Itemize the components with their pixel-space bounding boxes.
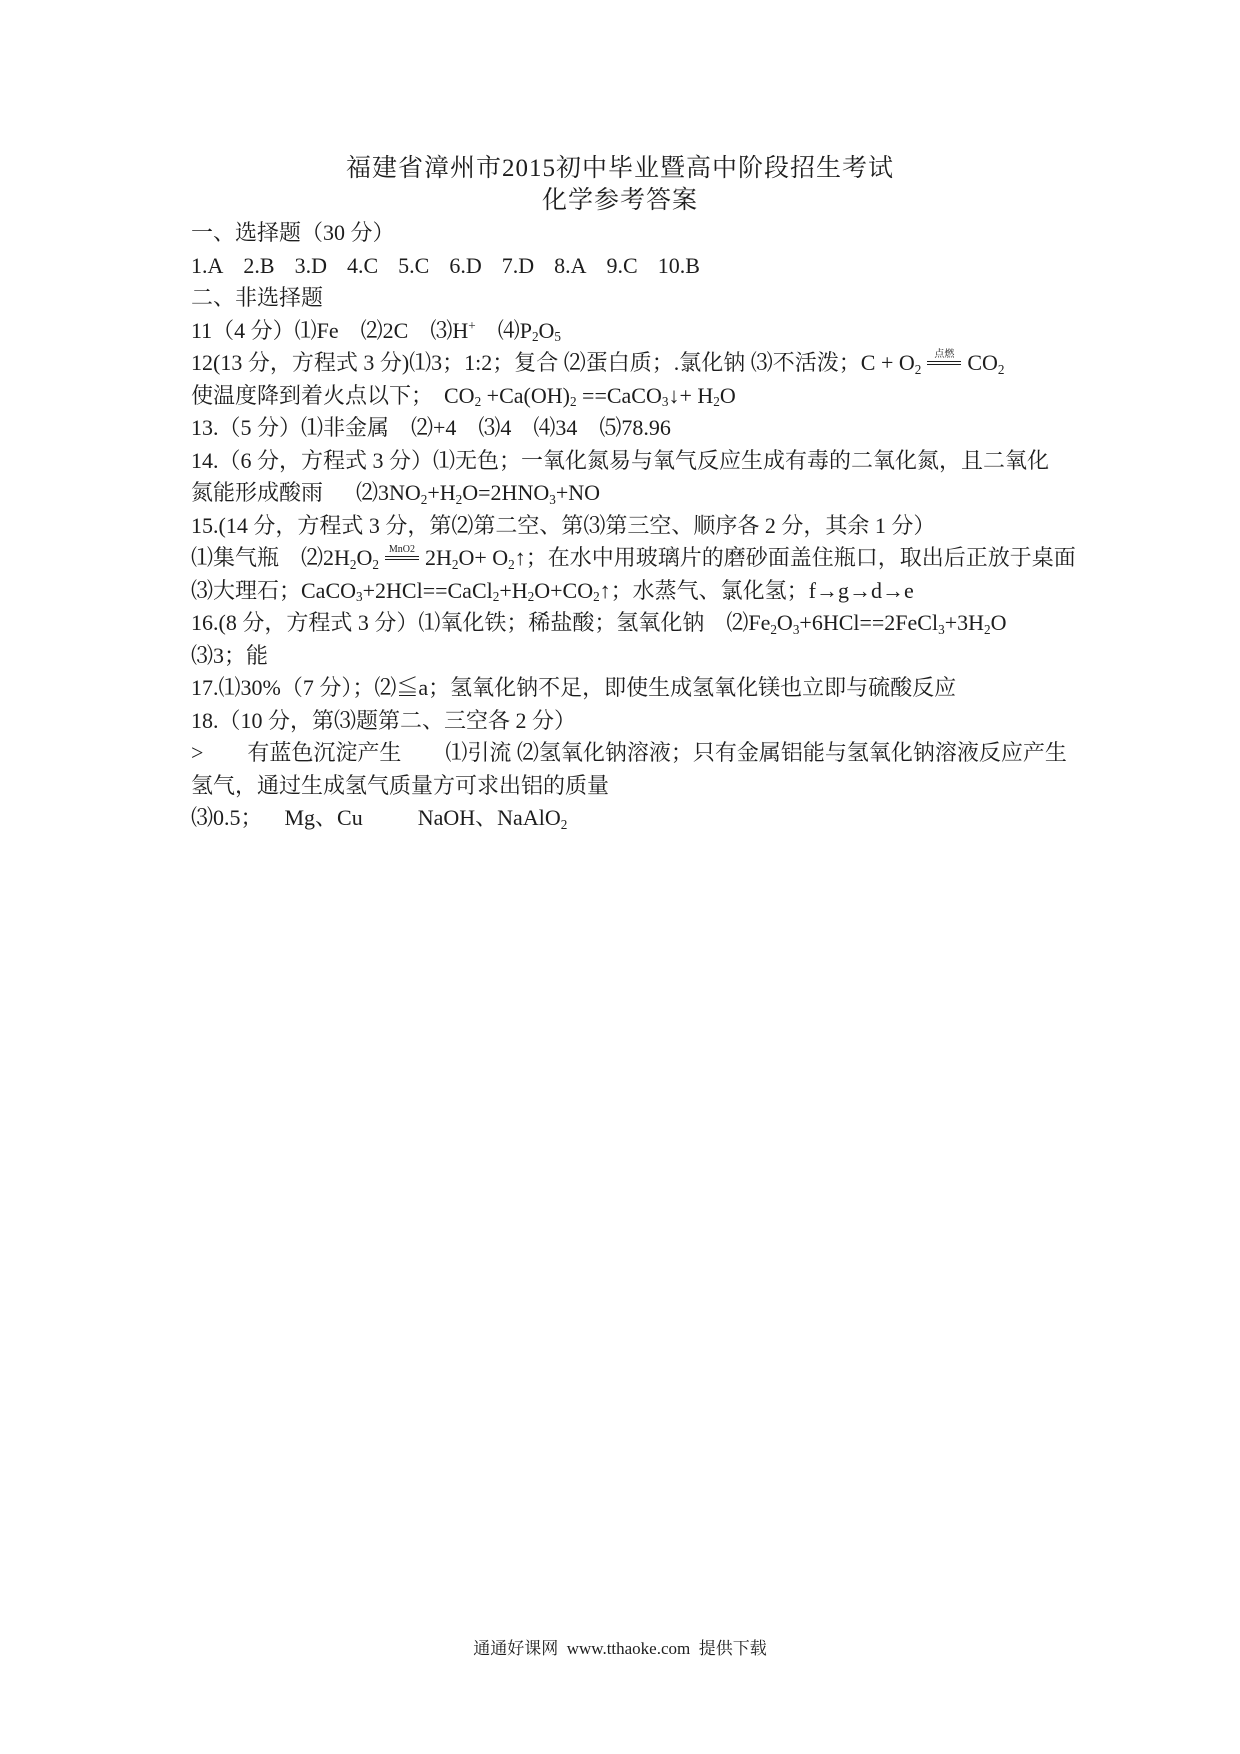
subscript: 3	[792, 621, 800, 637]
subscript: 2	[770, 621, 777, 637]
answer-line	[191, 477, 1111, 510]
answer-line	[191, 575, 1111, 608]
answer-line	[191, 347, 1111, 380]
text-run: ⑷P	[475, 317, 532, 343]
choice-answer: 10.B	[657, 252, 700, 278]
answer-content	[191, 217, 1111, 835]
subscript: 2	[997, 361, 1005, 377]
answer-line	[191, 412, 1111, 445]
text-run: 使温度降到着火点以下； CO	[191, 382, 475, 408]
reaction-condition-label: 点燃	[934, 349, 955, 360]
choice-answer: 1.A	[191, 252, 224, 278]
text-run: ==CaCO	[576, 382, 662, 408]
non-choice-answers	[191, 315, 1111, 835]
answer-line	[191, 542, 1111, 575]
subscript: 2	[455, 491, 463, 507]
text-run: 14.（6 分，方程式 3 分）⑴无色；一氧化氮易与氧气反应生成有毒的二氧化氮，且二氧化	[191, 447, 1050, 473]
text-run: 氮能形成酸雨 ⑵3NO	[191, 480, 421, 505]
text-run: ⑶0.5； Mg、Cu NaOH、NaAlO	[191, 805, 561, 830]
answer-line	[191, 737, 1111, 770]
text-run: 氢气，通过生成氢气质量方可求出铝的质量	[191, 772, 610, 798]
choice-answer: 4.C	[346, 252, 379, 278]
text-run: +NO	[555, 480, 601, 505]
choice-answer: 9.C	[606, 252, 638, 278]
text-run: +Ca(OH)	[481, 382, 570, 408]
text-run: ↑；水蒸气、氯化氢；f→g→d→e	[599, 577, 914, 603]
subscript: 3	[661, 394, 669, 410]
answer-line	[191, 770, 1111, 803]
answer-line	[191, 445, 1111, 478]
subscript: 2	[569, 394, 577, 410]
answer-line	[191, 802, 1111, 835]
choice-answer: 6.D	[449, 252, 482, 278]
text-run: ↑；在水中用玻璃片的磨砂面盖住瓶口，取出后正放于桌面	[514, 545, 1076, 570]
subscript: 2	[349, 556, 357, 572]
text-run: 17.⑴30%（7 分）；⑵≦a；氢氧化钠不足，即使生成氢氧化镁也立即与硫酸反应	[191, 675, 957, 700]
answer-line	[191, 672, 1111, 705]
text-run: O	[719, 382, 736, 408]
answer-line	[191, 510, 1111, 543]
text-run: O=2HNO	[462, 480, 550, 505]
text-run: 15.(14 分，方程式 3 分，第⑵第二空、第⑶第三空、顺序各 2 分，其余 1 分）	[191, 512, 936, 538]
section-heading-non-choice: 二、非选择题	[191, 285, 324, 310]
subscript: 2	[560, 816, 568, 832]
answer-line	[191, 705, 1111, 738]
reaction-condition	[385, 544, 419, 565]
subscript: 2	[983, 621, 991, 637]
choice-answer: 5.C	[398, 252, 430, 278]
choice-answer: 8.A	[554, 252, 587, 278]
answer-key-title: 化学参考答案	[541, 187, 698, 214]
choice-answer: 7.D	[501, 252, 535, 278]
exam-title: 福建省漳州市2015初中毕业暨高中阶段招生考试	[345, 155, 894, 182]
subscript: 2	[508, 556, 515, 572]
subscript: 5	[554, 329, 562, 345]
download-source-footer: 通通好课网 www.tthaoke.com 提供下载	[473, 1639, 767, 1658]
subscript: 2	[492, 589, 500, 605]
text-run: ⑴集气瓶 ⑵2H	[191, 545, 350, 570]
text-run: +H	[499, 577, 528, 603]
text-run: CO	[967, 350, 998, 375]
subscript: 3	[356, 589, 363, 605]
text-run: O	[776, 610, 793, 635]
subscript: 2	[474, 394, 482, 410]
multiple-choice-answers	[191, 250, 1111, 283]
reaction-condition-label: MnO2	[388, 544, 416, 555]
subscript: 2	[593, 589, 600, 605]
subscript: 2	[420, 491, 428, 507]
document-title	[0, 153, 1240, 217]
section-heading-multiple-choice: 一、选择题（30 分）	[191, 220, 395, 245]
text-run: 18.（10 分，第⑶题第二、三空各 2 分）	[191, 707, 577, 733]
subscript: 2	[527, 589, 535, 605]
text-run: O+ O	[458, 545, 509, 570]
text-run: > 有蓝色沉淀产生 ⑴引流 ⑵氢氧化钠溶液；只有金属铝能与氢氧化钠溶液反应产生	[191, 740, 1067, 765]
answer-line	[191, 315, 1111, 348]
subscript: 2	[372, 556, 379, 572]
answer-line	[191, 640, 1111, 673]
text-run: +3H	[944, 610, 984, 635]
text-run: 2H	[424, 545, 452, 570]
subscript: 2	[713, 394, 720, 410]
text-run: 16.(8 分，方程式 3 分）⑴氧化铁；稀盐酸；氢氧化钠 ⑵Fe	[191, 610, 771, 635]
text-run: +6HCl==2FeCl	[799, 610, 939, 635]
subscript: 2	[914, 361, 922, 377]
reaction-equals-sign	[385, 556, 419, 560]
text-run: 11（4 分）⑴Fe ⑵2C ⑶H	[191, 317, 469, 343]
text-run: 13.（5 分）⑴非金属 ⑵+4 ⑶4 ⑷34 ⑸78.96	[191, 415, 671, 440]
choice-answer: 3.D	[294, 252, 327, 278]
text-run: O	[356, 545, 373, 570]
answer-line	[191, 380, 1111, 413]
subscript: 2	[531, 329, 539, 345]
text-run: +H	[427, 480, 456, 505]
superscript: +	[468, 317, 476, 333]
subscript: 3	[549, 491, 556, 507]
subscript: 3	[938, 621, 945, 637]
answer-line	[191, 607, 1111, 640]
choice-answer: 2.B	[243, 252, 275, 278]
subscript: 2	[451, 556, 459, 572]
text-run: O	[538, 317, 555, 343]
text-run: ↓+ H	[668, 382, 714, 408]
reaction-equals-sign	[927, 361, 961, 365]
text-run: O+CO	[534, 577, 594, 603]
text-run: +2HCl==CaCl	[362, 577, 493, 603]
text-run: O	[990, 610, 1007, 635]
text-run: 12(13 分，方程式 3 分)⑴3；1:2；复合 ⑵蛋白质；.氯化钠 ⑶不活泼；C + O	[191, 350, 915, 375]
text-run: ⑶3；能	[191, 642, 269, 668]
text-run: ⑶大理石；CaCO	[191, 577, 357, 603]
reaction-condition	[927, 349, 961, 370]
